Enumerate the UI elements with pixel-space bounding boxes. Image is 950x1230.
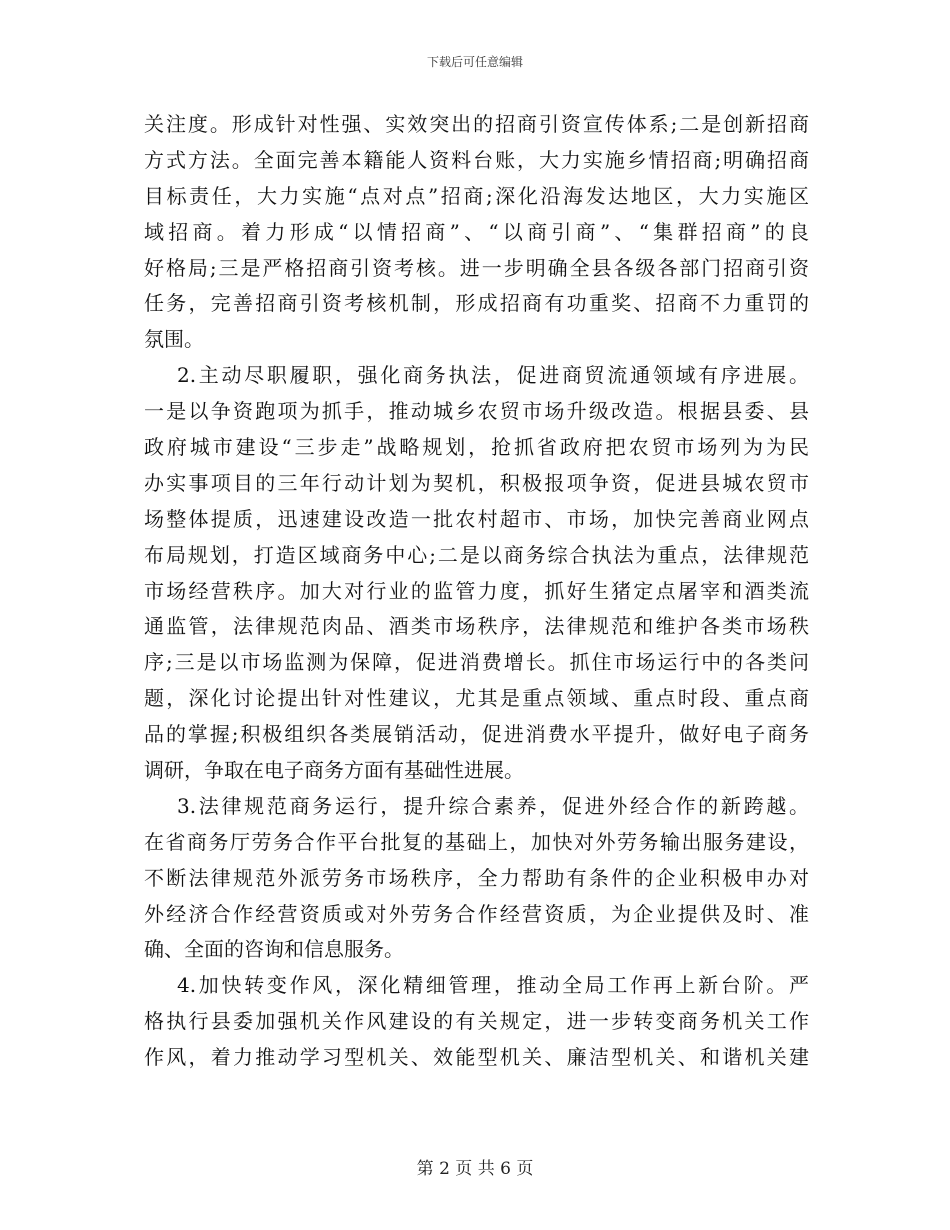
text-line: 确、全面的咨询和信息服务。: [144, 937, 404, 962]
text-line: 不断法律规范外派劳务市场秩序，全力帮助有条件的企业积极申办对: [144, 865, 809, 890]
text-line: 好格局;三是严格招商引资考核。进一步明确全县各级各部门招商引资: [144, 255, 809, 280]
text-line: 关注度。形成针对性强、实效突出的招商引资宣传体系;二是创新招商: [144, 112, 809, 136]
text-line: 序;三是以市场监测为保障，促进消费增长。抓住市场运行中的各类问: [144, 650, 809, 675]
paragraph-3: [144, 789, 809, 968]
text-line: 政府城市建设“三步走”战略规划，抢抓省政府把农贸市场列为为民: [144, 435, 809, 460]
text-line: 通监管，法律规范肉品、酒类市场秩序，法律规范和维护各类市场秩: [144, 614, 809, 639]
paragraph-heading-line: 4.加快转变作风，深化精细管理，推动全局工作再上新台阶。严: [177, 973, 809, 998]
text-line: 格执行县委加强机关作风建设的有关规定，进一步转变商务机关工作: [144, 1009, 809, 1034]
text-line: 氛围。: [144, 327, 204, 352]
text-line: 作风，着力推动学习型机关、效能型机关、廉洁型机关、和谐机关建: [144, 1045, 809, 1070]
paragraph-heading-line: 2.主动尽职履职，强化商务执法，促进商贸流通领域有序进展。: [177, 363, 809, 388]
text-line: 调研，争取在电子商务方面有基础性进展。: [144, 758, 524, 783]
paragraph-4: [144, 968, 809, 1076]
paragraph-1: [144, 107, 809, 358]
paragraph-2: [144, 358, 809, 789]
text-line: 在省商务厅劳务合作平台批复的基础上，加快对外劳务输出服务建设，: [144, 829, 809, 854]
text-line: 任务，完善招商引资考核机制，形成招商有功重奖、招商不力重罚的: [144, 291, 809, 316]
text-line: 办实事项目的三年行动计划为契机，积极报项争资，促进县城农贸市: [144, 470, 809, 495]
text-line: 场整体提质，迅速建设改造一批农村超市、市场，加快完善商业网点: [144, 506, 809, 531]
text-line: 品的掌握;积极组织各类展销活动，促进消费水平提升，做好电子商务: [144, 722, 809, 747]
text-line: 布局规划，打造区域商务中心;二是以商务综合执法为重点，法律规范: [144, 542, 809, 567]
page-header: 下载后可任意编辑: [426, 55, 523, 69]
document-body: [144, 107, 809, 1076]
text-line: 一是以争资跑项为抓手，推动城乡农贸市场升级改造。根据县委、县: [144, 399, 809, 424]
paragraph-heading-line: 3.法律规范商务运行，提升综合素养，促进外经合作的新跨越。: [177, 793, 809, 818]
text-line: 市场经营秩序。加大对行业的监管力度，抓好生猪定点屠宰和酒类流: [144, 578, 809, 603]
text-line: 外经济合作经营资质或对外劳务合作经营资质，为企业提供及时、准: [144, 901, 809, 926]
text-line: 题，深化讨论提出针对性建议，尤其是重点领域、重点时段、重点商: [144, 686, 809, 711]
page-number: 第 2 页 共 6 页: [416, 1159, 534, 1179]
text-line: 目标责任，大力实施“点对点”招商;深化沿海发达地区，大力实施区: [144, 183, 809, 208]
text-line: 方式方法。全面完善本籍能人资料台账，大力实施乡情招商;明确招商: [144, 147, 809, 172]
text-line: 域招商。着力形成“以情招商”、“以商引商”、“集群招商”的良: [144, 219, 809, 244]
